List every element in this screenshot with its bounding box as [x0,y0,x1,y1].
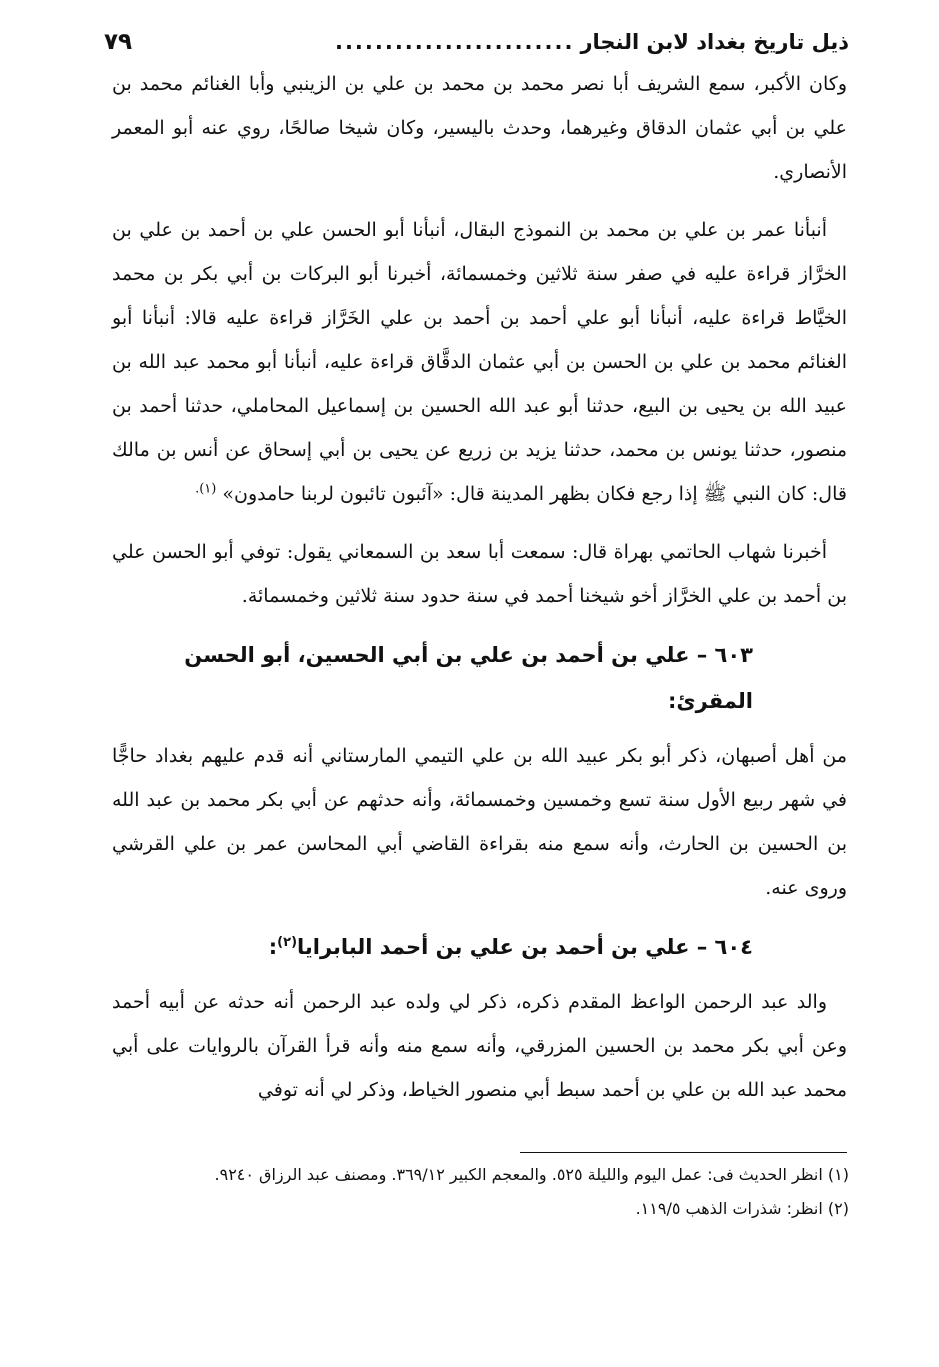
entry-604-title-text: ٦٠٤ – علي بن أحمد بن علي بن أحمد البابرايا [297,935,753,959]
leader-dots: ........................ [334,30,575,54]
footnote-ref-1: (١). [195,481,217,497]
entry-603-heading: ٦٠٣ – علي بن أحمد بن علي بن أبي الحسين، أبو الحسن المقرئ: [184,643,753,713]
entry-604-colon: : [268,935,278,959]
running-title: ذيل تاريخ بغداد لابن النجار [580,30,849,54]
running-title-group [335,28,849,56]
entry-604-heading [112,924,847,970]
entry-604-text: والد عبد الرحمن الواعظ المقدم ذكره، ذكر لي ولده عبد الرحمن أنه حدثه عن أبيه أحمد وعن أبي بكر محمد بن الحسين المزرقي، وأنه سمع منه وأنه قرأ القرآن بالروايات على أبي محمد عبد الله بن علي بن أحمد سبط أبي منصور الخياط، وذكر لي أنه توفي [112,991,847,1101]
footnotes [112,1158,849,1226]
main-text [112,62,847,1112]
isnad-text: أنبأنا عمر بن علي بن محمد بن النموذج البقال، أنبأنا أبو الحسن علي بن أحمد بن علي بن الخرَّاز قراءة عليه في صفر سنة ثلاثين وخمسمائة، أخبرنا أبو البركات بن أبي بكر بن محمد الخيَّاط قراءة عليه، أنبأنا أبو علي أحمد بن أحمد بن علي الخَرَّاز قراءة عليه قالا: أنبأنا أبو الغنائم محمد بن علي بن الحسن بن أبي عثمان الدقَّاق قراءة عليه، أنبأنا أبو محمد عبد الله بن عبيد الله بن يحيى بن البيع، حدثنا أبو عبد الله الحسين بن إسماعيل المحاملي، حدثنا أحمد بن منصور، حدثنا يونس بن محمد، حدثنا يزيد بن زريع عن يحيى بن أبي إسحاق عن أنس بن مالك قال: كان النبي ﷺ إذا رجع فكان بظهر المدينة قال: «آئبون تائبون لربنا حامدون» [112,219,847,505]
paragraph-continuation: وكان الأكبر، سمع الشريف أبا نصر محمد بن محمد بن علي بن الزينبي وأبا الغنائم محمد بن علي بن أبي عثمان الدقاق وغيرهما، وحدث باليسير، وكان شيخا صالحًا، روي عنه أبو المعمر الأنصاري. [112,73,847,183]
footnote-divider [520,1152,847,1153]
footnote-ref-2: (٢) [277,935,298,950]
page-number: ٧٩ [104,29,133,55]
running-header [104,22,849,56]
entry-603-text: من أهل أصبهان، ذكر أبو بكر عبيد الله بن علي التيمي المارستاني أنه قدم عليهم بغداد حاجًّا في شهر ربيع الأول سنة تسع وخمسين وخمسمائة، وأنه حدثهم عن أبي بكر محمد بن عبد الله بن الحسين بن الحارث، وأنه سمع منه بقراءة القاضي أبي المحاسن عمر بن علي القرشي وروى عنه. [112,745,847,899]
footnote-1: (١) انظر الحديث فى: عمل اليوم والليلة ٥٢٥. والمعجم الكبير ٣٦٩/١٢. ومصنف عبد الرزاق ٩٢٤٠. [214,1165,849,1184]
paragraph-isnad [112,208,847,516]
paragraph-death-note: أخبرنا شهاب الحاتمي بهراة قال: سمعت أبا سعد بن السمعاني يقول: توفي أبو الحسن علي بن أحمد بن علي الخرَّاز أخو شيخنا أحمد في سنة حدود سنة ثلاثين وخمسمائة. [112,541,847,607]
footnote-2: (٢) انظر: شذرات الذهب ١١٩/٥. [635,1199,849,1218]
